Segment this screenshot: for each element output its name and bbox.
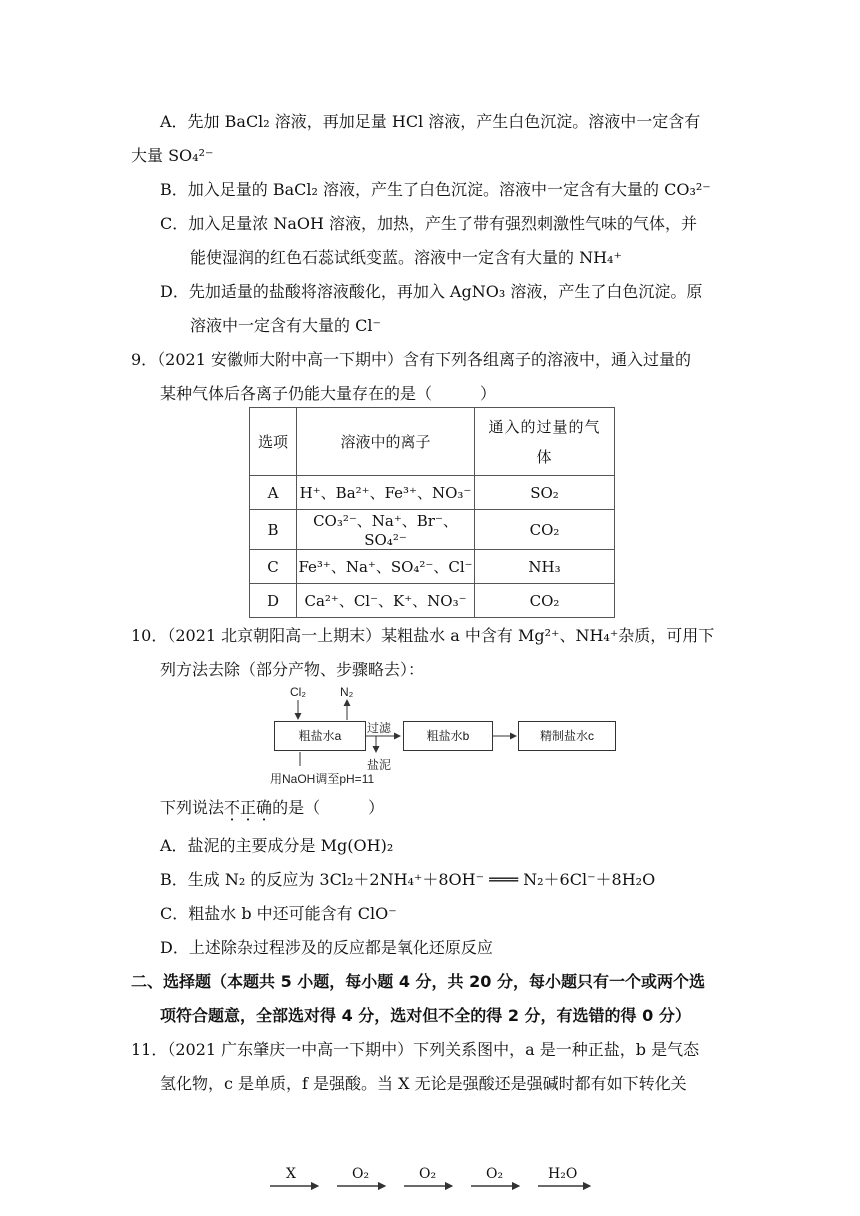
stem-suffix: 的是（ ） bbox=[272, 798, 385, 817]
filter-label: 过滤 bbox=[367, 721, 392, 735]
row-option: C bbox=[250, 550, 297, 584]
header-gas-text: 通入的过量的气体 bbox=[488, 417, 601, 466]
q8-option-d-line2: 溶液中一定含有大量的 Cl⁻ bbox=[190, 316, 381, 335]
arrow-label-x: X bbox=[286, 1166, 296, 1182]
q8-option-d-line1: D．先加适量的盐酸将溶液酸化，再加入 AgNO₃ 溶液，产生了白色沉淀。原 bbox=[160, 282, 703, 301]
q8-option-c-line2: 能使湿润的红色石蕊试纸变蓝。溶液中一定含有大量的 NH₄⁺ bbox=[190, 248, 622, 267]
q11-stem-line1: 11．（2021 广东肇庆一中高一下期中）下列关系图中，a 是一种正盐，b 是气态 bbox=[131, 1040, 700, 1059]
q11-stem-line2: 氢化物，c 是单质，f 是强酸。当 X 无论是强酸还是强碱时都有如下转化关 bbox=[160, 1074, 687, 1093]
row-gas: SO₂ bbox=[475, 476, 615, 510]
row-ions: Ca²⁺、Cl⁻、K⁺、NO₃⁻ bbox=[297, 584, 475, 618]
section2-heading-line2: 项符合题意，全部选对得 4 分，选对但不全的得 2 分，有选错的得 0 分） bbox=[160, 1006, 691, 1025]
row-option: A bbox=[250, 476, 297, 510]
row-gas: CO₂ bbox=[475, 584, 615, 618]
q10-question-stem bbox=[160, 798, 384, 818]
q10-option-a: A．盐泥的主要成分是 Mg(OH)₂ bbox=[160, 836, 394, 855]
arrow-label-o2-1: O₂ bbox=[352, 1166, 370, 1182]
naoh-label: 用NaOH调至pH=11 bbox=[270, 772, 375, 786]
q9-stem-line1: 9．（2021 安徽师大附中高一下期中）含有下列各组离子的溶液中，通入过量的 bbox=[131, 350, 691, 369]
q10-option-c: C．粗盐水 b 中还可能含有 ClO⁻ bbox=[160, 904, 397, 923]
arrow-label-o2-2: O₂ bbox=[419, 1166, 437, 1182]
emphasis-char: 正 bbox=[240, 798, 257, 817]
row-ions: H⁺、Ba²⁺、Fe³⁺、NO₃⁻ bbox=[297, 476, 475, 510]
header-option: 选项 bbox=[250, 408, 297, 476]
stem-prefix: 下列说法 bbox=[160, 798, 225, 817]
q9-options-table bbox=[249, 407, 615, 618]
q8-option-b: B．加入足量的 BaCl₂ 溶液，产生了白色沉淀。溶液中一定含有大量的 CO₃²⁻ bbox=[160, 180, 711, 199]
crude-brine-a-box: 粗盐水a bbox=[274, 721, 366, 751]
q10-option-b: B．生成 N₂ 的反应为 3Cl₂＋2NH₄⁺＋8OH⁻ ═══ N₂＋6Cl⁻＋8H₂O bbox=[160, 870, 656, 889]
table-row bbox=[250, 510, 615, 550]
stem-emphasis bbox=[224, 798, 272, 817]
arrow-label-o2-3: O₂ bbox=[486, 1166, 504, 1182]
row-ions: CO₃²⁻、Na⁺、Br⁻、SO₄²⁻ bbox=[297, 510, 475, 550]
refined-brine-c-box: 精制盐水c bbox=[518, 721, 616, 751]
arrow-label-h2o: H₂O bbox=[548, 1166, 578, 1182]
row-option: D bbox=[250, 584, 297, 618]
table-row bbox=[250, 584, 615, 618]
emphasis-char: 不 bbox=[224, 798, 241, 817]
q10-option-d: D．上述除杂过程涉及的反应都是氧化还原反应 bbox=[160, 938, 493, 957]
cl2-label: Cl₂ bbox=[290, 685, 306, 699]
row-ions: Fe³⁺、Na⁺、SO₄²⁻、Cl⁻ bbox=[297, 550, 475, 584]
emphasis-char: 确 bbox=[256, 798, 273, 817]
q8-option-c-line1: C．加入足量浓 NaOH 溶液，加热，产生了带有强烈刺激性气味的气体，并 bbox=[160, 214, 698, 233]
q8-option-a-line1: A．先加 BaCl₂ 溶液，再加足量 HCl 溶液，产生白色沉淀。溶液中一定含有 bbox=[160, 112, 701, 131]
table-row bbox=[250, 476, 615, 510]
crude-brine-b-box: 粗盐水b bbox=[403, 721, 493, 751]
n2-label: N₂ bbox=[340, 685, 354, 699]
row-gas: NH₃ bbox=[475, 550, 615, 584]
q10-stem-line1: 10．（2021 北京朝阳高一上期末）某粗盐水 a 中含有 Mg²⁺、NH₄⁺杂质，可用下 bbox=[131, 626, 715, 645]
header-gas bbox=[475, 408, 615, 476]
mud-label: 盐泥 bbox=[367, 758, 392, 772]
q9-stem-line2: 某种气体后各离子仍能大量存在的是（ ） bbox=[160, 384, 497, 403]
section2-heading-line1: 二、选择题（本题共 5 小题，每小题 4 分，共 20 分，每小题只有一个或两个选 bbox=[131, 972, 705, 991]
q8-option-a-line2: 大量 SO₄²⁻ bbox=[131, 146, 214, 165]
table-row bbox=[250, 550, 615, 584]
q10-stem-line2: 列方法去除（部分产物、步骤略去）： bbox=[160, 660, 425, 679]
header-ions: 溶液中的离子 bbox=[297, 408, 475, 476]
row-gas: CO₂ bbox=[475, 510, 615, 550]
row-option: B bbox=[250, 510, 297, 550]
table-header-row bbox=[250, 408, 615, 476]
